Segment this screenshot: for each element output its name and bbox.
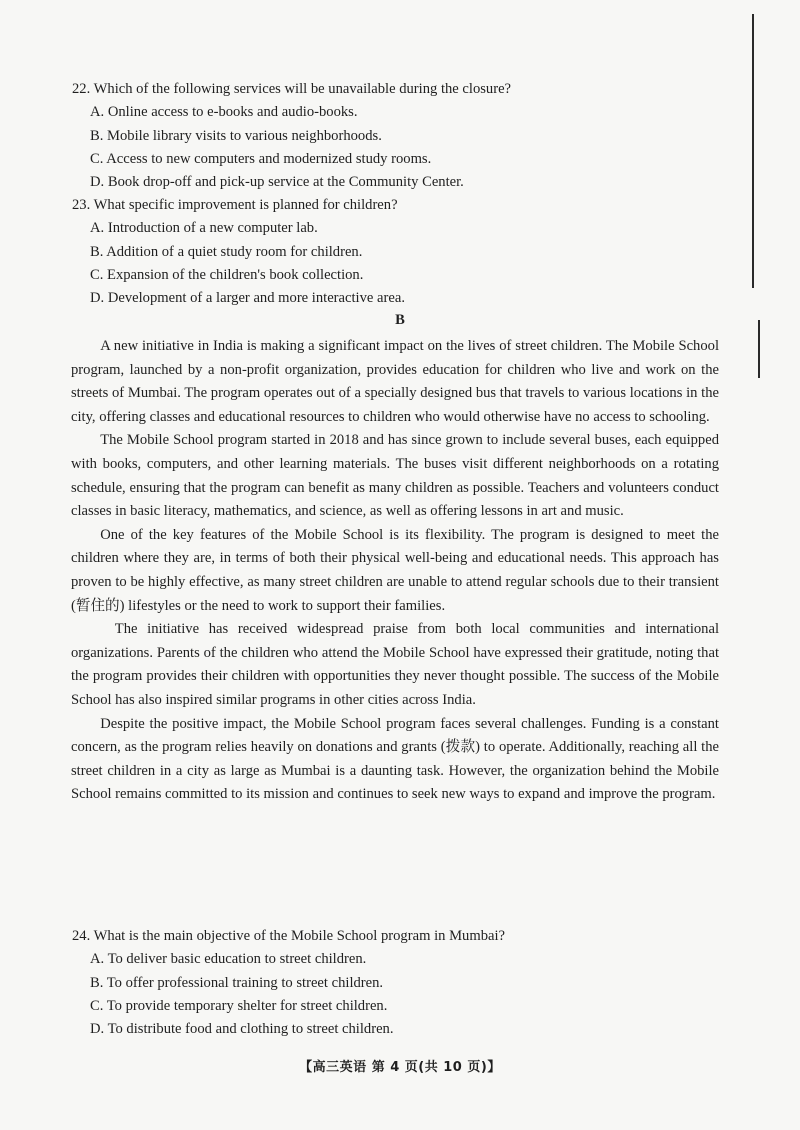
reading-passage xyxy=(71,335,719,807)
question-22-option-a: A. Online access to e-books and audio-books. xyxy=(90,104,358,121)
question-22 xyxy=(72,78,722,194)
question-22-option-d: D. Book drop-off and pick-up service at the Community Center. xyxy=(90,174,464,191)
question-24 xyxy=(72,925,722,1041)
question-22-option-c: C. Access to new computers and modernized study rooms. xyxy=(90,150,432,167)
question-24-option-d: D. To distribute food and clothing to street children. xyxy=(90,1021,394,1038)
question-23-option-d: D. Development of a larger and more interactive area. xyxy=(90,290,405,307)
passage-paragraph-3: One of the key features of the Mobile School is its flexibility. The program is designed to meet the children where they are, in terms of both their physical well-being and educational needs. This approach has proven to be highly effective, as many street children are unable to attend regular schools due to their transient (暂住的) lifestyles or the need to work to support their families. xyxy=(71,526,719,614)
question-24-stem: 24. What is the main objective of the Mobile School program in Mumbai? xyxy=(72,928,505,944)
question-24-option-a: A. To deliver basic education to street children. xyxy=(90,951,367,968)
passage-paragraph-4: The initiative has received widespread praise from both local communities and international organizations. Parents of the children who attend the Mobile School have expressed their gratitude, noting that the program provides their children with opportunities they never thought possible. The success of the Mobile School has also inspired similar programs in other cities across India. xyxy=(71,621,719,708)
question-23-option-b: B. Addition of a quiet study room for children. xyxy=(90,243,363,260)
question-22-option-b: B. Mobile library visits to various neighborhoods. xyxy=(90,127,382,144)
question-23 xyxy=(72,194,722,310)
question-23-option-a: A. Introduction of a new computer lab. xyxy=(90,220,318,237)
passage-paragraph-5: Despite the positive impact, the Mobile School program faces several challenges. Funding is a constant concern, as the program relies heavily on donations and grants (拨款) to operate. Additionally, reaching all the street children in a city as large as Mumbai is a daunting task. However, the organization behind the Mobile School remains committed to its mission and continues to seek new ways to expand and improve the program. xyxy=(71,715,719,803)
passage-paragraph-1: A new initiative in India is making a significant impact on the lives of street children. The Mobile School program, launched by a non-profit organization, provides education for children who live and work on the streets of Mumbai. The program operates out of a specially designed bus that travels to various locations in the city, offering classes and educational resources to children who would otherwise have no access to schooling. xyxy=(71,338,719,425)
question-24-option-b: B. To offer professional training to street children. xyxy=(90,974,384,991)
scan-edge-line-top xyxy=(752,14,754,288)
question-23-option-c: C. Expansion of the children's book collection. xyxy=(90,266,364,283)
question-22-stem: 22. Which of the following services will be unavailable during the closure? xyxy=(72,81,512,97)
section-heading: B xyxy=(395,312,405,328)
question-23-stem: 23. What specific improvement is planned for children? xyxy=(72,197,398,213)
question-24-option-c: C. To provide temporary shelter for street children. xyxy=(90,997,388,1014)
page-footer: 【高三英语 第 4 页(共 10 页)】 xyxy=(299,1060,501,1075)
passage-paragraph-2: The Mobile School program started in 2018 and has since grown to include several buses, each equipped with books, computers, and other learning materials. The buses visit different neighborhoods on a rotating schedule, ensuring that the program can benefit as many children as possible. Teachers and volunteers conduct classes in basic literacy, mathematics, and science, as well as offering lessons in art and music. xyxy=(71,432,719,520)
